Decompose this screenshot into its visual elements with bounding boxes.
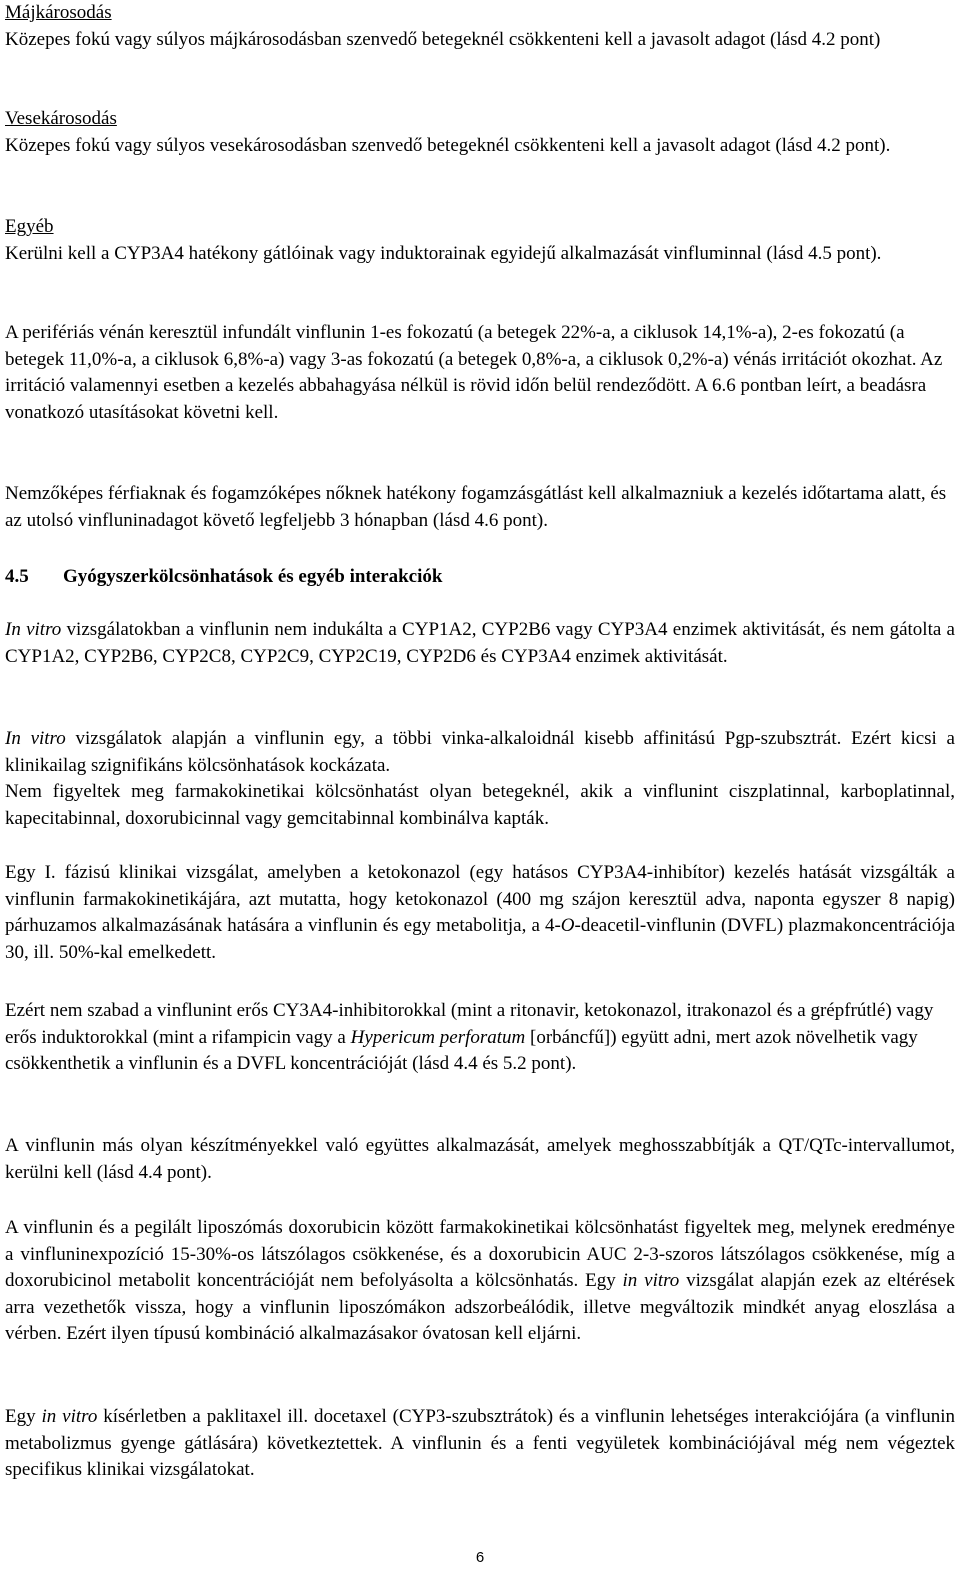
italic-in-vitro: In vitro: [5, 728, 66, 749]
paragraph-qt-interval: A vinflunin más olyan készítményekkel való együttes alkalmazását, amelyek meghosszabbítják a QT/QTc-intervallumot, kerülni kell (lásd 4.4 pont).: [5, 1135, 955, 1183]
italic-in-vitro: In vitro: [5, 619, 62, 640]
paragraph-cyp3a4-inhibitors: Ezért nem szabad a vinflunint erős CY3A4-inhibitorokkal (mint a ritonavir, ketokonazol, itrakonazol és a grépfrútlé) vagy erős induktorokkal (mint a rifampicin vagy a Hypericum perforatum [orbáncfű]) együtt adni, mert azok növelhetik vagy csökkenthetik a vinflunin és a DVFL koncentrációját (lásd 4.4 és 5.2 pont).: [5, 1000, 934, 1075]
section-title-other: Egyéb: [5, 216, 54, 237]
section-text-liver: Közepes fokú vagy súlyos májkárosodásban szenvedő betegeknél csökkenteni kell a javasolt adagot (lásd 4.2 pont): [5, 28, 881, 50]
paragraph-contraception: Nemzőképes férfiaknak és fogamzóképes nőknek hatékony fogamzásgátlást kell alkalmazniuk a kezelés időtartama alatt, és az utolsó vinfluninadagot követő legfeljebb 3 hónapban (lásd 4.6 pont).: [5, 483, 947, 531]
italic-hypericum: Hypericum perforatum: [350, 1026, 526, 1048]
paragraph-no-pk-interaction: Nem figyeltek meg farmakokinetikai kölcsönhatást olyan betegeknél, akik a vinflunint ciszplatinnal, karboplatinnal, kapecitabinnal, doxorubicinnal vagy gemcitabinnal kombinálva kapták.: [5, 781, 955, 829]
section-title-liver: Májkárosodás: [5, 2, 112, 23]
paragraph-pgp: In vitro vizsgálatok alapján a vinflunin egy, a többi vinka-alkaloidnál kisebb affinitású Pgp-szubsztrát. Ezért kicsi a klinikailag szignifikáns kölcsönhatások kockázata. Nem figyeltek meg farmakokinetikai kölcsönhatást olyan betegeknél, akik a vinflunint ciszplatinnal, karboplatinnal, kapecitabinnal, doxorubicinnal vagy gemcitabinnal kombinálva kapták.: [5, 726, 955, 832]
italic-o: O: [560, 915, 575, 937]
heading-title: Gyógyszerkölcsönhatások és egyéb interakciók: [63, 566, 443, 587]
section-text-other: Kerülni kell a CYP3A4 hatékony gátlóinak vagy induktorainak egyidejű alkalmazását vinfluminnal (lásd 4.5 pont).: [5, 242, 882, 264]
paragraph-doxorubicin: A vinflunin és a pegilált liposzómás doxorubicin között farmakokinetikai kölcsönhatást figyeltek meg, melynek eredménye a vinfluninexpozíció 15-30%-os látszólagos csökkenése, és a doxorubicin AUC 2-3-szoros látszólagos csökkenése, míg a doxorubicinol metabolit koncentrációját nem befolyásolta a kölcsönhatás. Egy in vitro vizsgálat alapján ezek az eltérések arra vezethetők vissza, hogy a vinflunin liposzómákon adszorbeálódik, illetve megváltozik mindkét anyag eloszlása a vérben. Ezért ilyen típusú kombináció alkalmazásakor óvatosan kell eljárni.: [5, 1217, 955, 1345]
italic-in-vitro: in vitro: [622, 1270, 680, 1292]
section-title-kidney: Vesekárosodás: [5, 108, 117, 129]
paragraph-venous-irritation: A perifériás vénán keresztül infundált vinflunin 1-es fokozatú (a betegek 22%-a, a ciklusok 14,1%-a), 2-es fokozatú (a betegek 11,0%-a, a ciklusok 6,8%-a) vagy 3-as fokozatú (a betegek 0,8%-a, a ciklusok 0,2%-a) vénás irritációt okozhat. Az irritáció valamennyi esetben a kezelés abbahagyása nélkül is rövid időn belül rendeződött. A 6.6 pontban leírt, a beadásra vonatkozó utasításokat követni kell.: [5, 322, 943, 423]
section-heading-4-5: [5, 564, 955, 591]
paragraph-ketoconazole: Egy I. fázisú klinikai vizsgálat, amelyben a ketokonazol (egy hatásos CYP3A4-inhibítor) kezelés hatását vizsgálták a vinflunin farmakokinetikájára, azt mutatta, hogy ketokonazol (400 mg szájon keresztül adva, naponta egyszer 8 napig) párhuzamos alkalmazásának hatására a vinflunin és egy metabolitja, a 4-O-deacetil-vinflunin (DVFL) plazmakoncentrációja 30, ill. 50%-kal emelkedett.: [5, 862, 956, 963]
italic-in-vitro: in vitro: [41, 1406, 98, 1427]
heading-number: 4.5: [5, 566, 29, 587]
section-text-kidney: Közepes fokú vagy súlyos vesekárosodásban szenvedő betegeknél csökkenteni kell a javasolt adagot (lásd 4.2 pont).: [5, 134, 891, 156]
paragraph-in-vitro-cyp: In vitro vizsgálatokban a vinflunin nem indukálta a CYP1A2, CYP2B6 vagy CYP3A4 enzimek aktivitását, és nem gátolta a CYP1A2, CYP2B6, CYP2C8, CYP2C9, CYP2C19, CYP2D6 és CYP3A4 enzimek aktivitását.: [5, 619, 955, 667]
page-number: 6: [475, 1549, 485, 1566]
section-kidney: [5, 106, 955, 159]
section-other: [5, 214, 955, 267]
paragraph-taxanes: Egy in vitro kísérletben a paklitaxel ill. docetaxel (CYP3-szubsztrátok) és a vinflunin lehetséges interakciójára (a vinflunin metabolizmus gyenge gátlására) következtettek. A vinflunin és a fenti vegyületek kombinációjával még nem végeztek specifikus klinikai vizsgálatokat.: [5, 1406, 956, 1481]
section-liver: [5, 0, 955, 53]
